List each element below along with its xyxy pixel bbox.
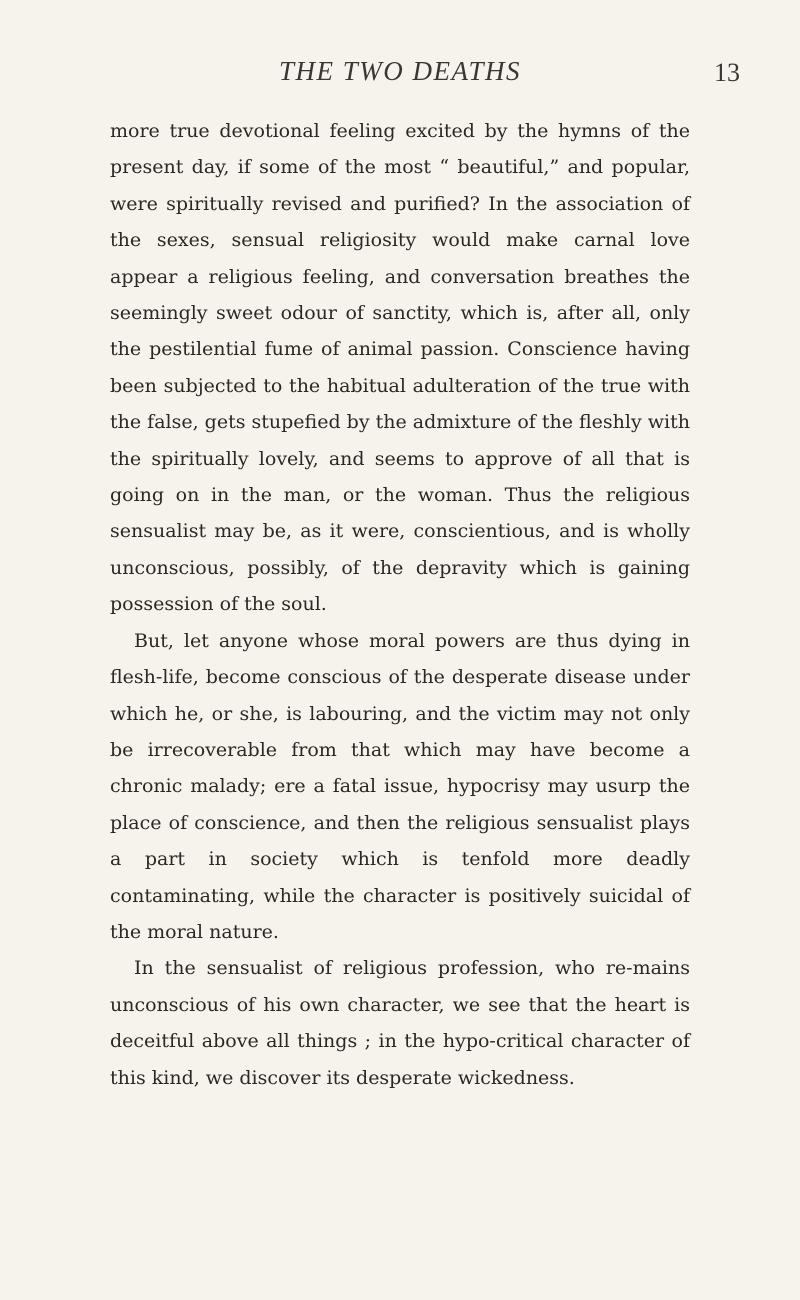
paragraph-sensualist: In the sensualist of religious profession, who re-mains unconscious of his own character, we see that the heart is deceitful above all things ; in the hypo-critical character of this kind, we discover its desperate wickedness.	[110, 957, 690, 1089]
paragraph-moral-powers: But, let anyone whose moral powers are thus dying in flesh-life, become conscious of the desperate disease under which he, or she, is labouring, and the victim may not only be irrecoverable from that which may have become a chronic malady; ere a fatal issue, hypocrisy may usurp the place of conscience, and then the religious sensualist plays a part in society which is tenfold more deadly contaminating, while the character is positively suicidal of the moral nature.	[110, 629, 690, 943]
paragraph-continuation: more true devotional feeling excited by the hymns of the present day, if some of the most “ beautiful,” and popular, were spiritually revised and purified? In the association of the sexes, sensual religiosity would make carnal love appear a religious feeling, and conversation breathes the seemingly sweet odour of sanctity, which is, after all, only the pestilential fume of animal passion. Conscience having been subjected to the habitual adulteration of the true with the false, gets stupefied by the admixture of the fleshly with the spiritually lovely, and seems to approve of all that is going on in the man, or the woman. Thus the religious sensualist may be, as it were, conscientious, and is wholly unconscious, possibly, of the depravity which is gaining possession of the soul.	[110, 120, 690, 616]
running-title: THE TWO DEATHS	[278, 56, 521, 86]
page-number: 13	[714, 58, 740, 87]
running-head	[0, 56, 800, 90]
body-text	[110, 113, 690, 1096]
